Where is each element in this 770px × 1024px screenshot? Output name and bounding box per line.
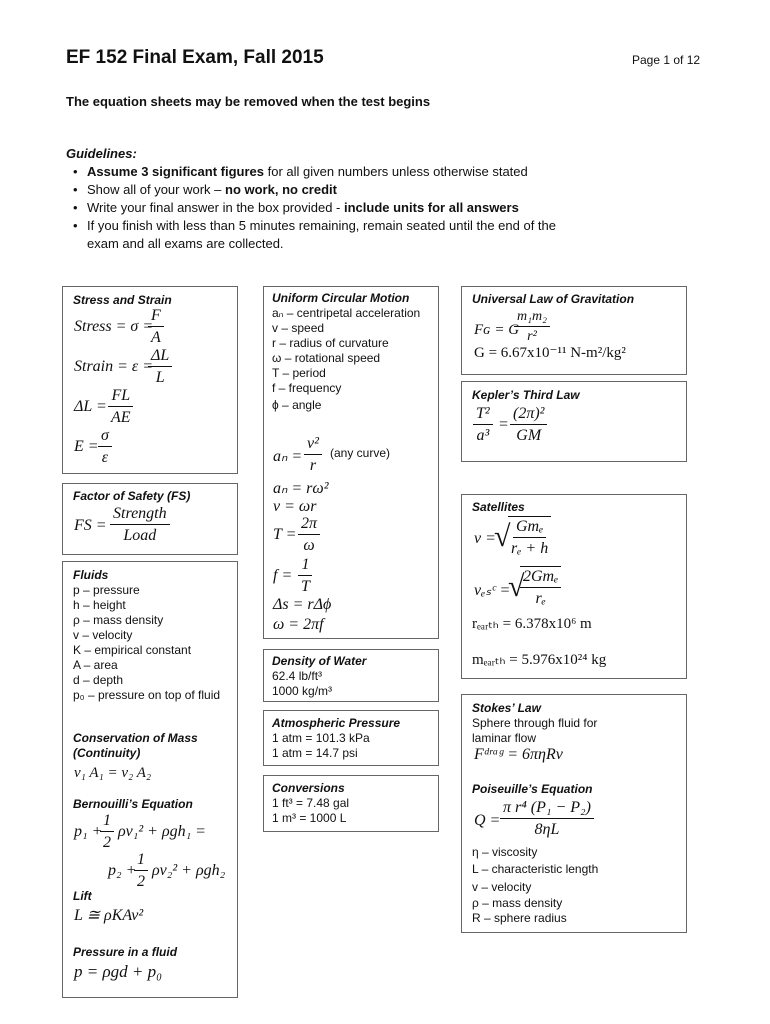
- poiseuille-var: ρ – mass density: [472, 896, 563, 910]
- guideline-item: • If you finish with less than 5 minutes remaining, remain seated until the end of the exam and all exams are collected.: [70, 217, 570, 253]
- gravitational-constant: G = 6.67x10⁻¹¹ N-m²/kg²: [474, 345, 626, 361]
- continuity-eq: v₁ A₁ = v₂ A₂: [74, 765, 152, 781]
- bernoulli-line1-b: ρv₁² + ρgh₁ =: [118, 823, 206, 840]
- kepler-rhs-fraction: $\frac{\text{(2π)²}}{GM}$: [510, 404, 547, 445]
- guideline-item: • Write your final answer in the box provided - include units for all answers: [70, 199, 570, 217]
- guideline-item: • Assume 3 significant figures for all given numbers unless otherwise stated: [70, 163, 570, 181]
- circular-var: f – frequency: [272, 381, 342, 395]
- bernoulli-half: $\frac{1}{2}$: [100, 811, 114, 852]
- any-curve-note: (any curve): [330, 446, 391, 460]
- drag-force-eq: Fᵈʳᵃᵍ = 6πηRv: [474, 746, 563, 763]
- guideline-item: • Show all of your work – no work, no credit: [70, 181, 570, 199]
- fluids-var: p₀ – pressure on top of fluid: [73, 688, 221, 702]
- fluids-title: Fluids: [73, 568, 109, 582]
- stokes-desc-2: laminar flow: [472, 731, 537, 745]
- deformation-fraction: $\frac{FL}{AE}$: [108, 386, 134, 427]
- bernoulli-title: Bernouilli’s Equation: [73, 797, 193, 811]
- escape-speed-fraction: 2Gmₑ rₑ: [520, 566, 561, 608]
- atm-kpa: 1 atm = 101.3 kPa: [272, 731, 370, 745]
- fluids-var: K – empirical constant: [73, 643, 192, 657]
- orbital-speed-fraction: Gmₑ rₑ + h: [508, 516, 551, 558]
- centripetal-omega-eq: aₙ = rω²: [273, 480, 329, 497]
- escape-speed-lhs: vₑₛᶜ =: [474, 582, 511, 599]
- atm-psi: 1 atm = 14.7 psi: [272, 746, 358, 760]
- bernoulli-half-2: $\frac{1}{2}$: [134, 850, 148, 891]
- sqrt-sign: √: [494, 520, 511, 553]
- stokes-title: Stokes’ Law: [472, 701, 541, 715]
- centripetal-fraction: $\frac{\text{v²}}{r}$: [304, 434, 322, 475]
- density-water-si: 1000 kg/m³: [272, 684, 333, 698]
- earth-radius: rₑₐᵣₜₕ = 6.378x10⁶ m: [472, 616, 592, 632]
- frequency-eq-lhs: f =: [273, 567, 293, 584]
- lift-eq: L ≅ ρKAv²: [74, 907, 144, 924]
- conversion-liters: 1 m³ = 1000 L: [272, 811, 347, 825]
- stress-eq-lhs: Stress = σ =: [74, 318, 154, 335]
- fs-fraction: Strength Load: [110, 504, 170, 545]
- modulus-fraction: $\frac{\sigma}{\varepsilon}$: [98, 426, 112, 467]
- poiseuille-title: Poiseuille’s Equation: [472, 782, 593, 796]
- bernoulli-line2-b: ρv₂² + ρgh₂: [152, 862, 226, 879]
- circular-var: ϕ – angle: [272, 398, 322, 412]
- period-fraction: $\frac{2\pi}{\omega}$: [298, 514, 320, 555]
- guidelines-list: [70, 163, 570, 253]
- stress-strain-title: Stress and Strain: [73, 293, 172, 307]
- fluids-var: v – velocity: [73, 628, 133, 642]
- bernoulli-line1-a: p₁ +: [74, 823, 103, 840]
- equation-sheet-notice: The equation sheets may be removed when the test begins: [66, 94, 431, 109]
- conversion-gallons: 1 ft³ = 7.48 gal: [272, 796, 350, 810]
- page-number: Page 1 of 12: [632, 53, 701, 67]
- conversions-title: Conversions: [272, 781, 345, 795]
- omega-freq-eq: ω = 2πf: [273, 616, 324, 633]
- kepler-title: Kepler’s Third Law: [472, 388, 580, 402]
- fluids-var: p – pressure: [73, 583, 140, 597]
- period-eq-lhs: T =: [273, 526, 297, 543]
- orbital-speed-lhs: v =: [474, 530, 496, 547]
- fs-eq-lhs: FS =: [74, 517, 107, 534]
- atm-pressure-title: Atmospheric Pressure: [272, 716, 401, 730]
- fluids-var: d – depth: [73, 673, 124, 687]
- frequency-fraction: $\frac{1}{T}$: [298, 555, 313, 596]
- gravity-force-fraction: $\frac{\text{m₁m₂}}{\text{r²}}$: [514, 308, 550, 345]
- deformation-eq-lhs: ΔL =: [74, 398, 107, 415]
- arc-length-eq: Δs = rΔϕ: [273, 596, 332, 613]
- poiseuille-fraction: $\frac{\text{π r⁴ (P₁ − P₂)}}{8\eta L}$: [500, 798, 594, 839]
- kepler-lhs-fraction: $\frac{\text{T²}}{\text{a³}}$: [473, 404, 493, 445]
- density-water-imperial: 62.4 lb/ft³: [272, 669, 323, 683]
- circular-motion-title: Uniform Circular Motion: [272, 291, 410, 305]
- fluids-var: h – height: [73, 598, 126, 612]
- circular-var: T – period: [272, 366, 326, 380]
- kepler-equals: =: [498, 416, 509, 433]
- pressure-fluid-title: Pressure in a fluid: [73, 945, 178, 959]
- bernoulli-line2-a: p₂ +: [108, 862, 137, 879]
- fluids-var: ρ – mass density: [73, 613, 164, 627]
- density-water-title: Density of Water: [272, 654, 367, 668]
- satellites-title: Satellites: [472, 500, 525, 514]
- lift-title: Lift: [73, 889, 92, 903]
- factor-of-safety-title: Factor of Safety (FS): [73, 489, 191, 503]
- poiseuille-lhs: Q =: [474, 812, 501, 829]
- exam-title: EF 152 Final Exam, Fall 2015: [66, 47, 324, 68]
- earth-mass: mₑₐᵣₜₕ = 5.976x10²⁴ kg: [472, 652, 607, 668]
- poiseuille-var: η – viscosity: [472, 845, 538, 859]
- strain-fraction: $\frac{\Delta L}{L}$: [148, 346, 172, 387]
- circular-var: ω – rotational speed: [272, 351, 381, 365]
- pressure-fluid-eq: p = ρgd + p₀: [74, 962, 163, 981]
- circular-var: r – radius of curvature: [272, 336, 389, 350]
- stress-fraction: $\frac{F}{A}$: [148, 306, 164, 347]
- modulus-eq-lhs: E =: [74, 438, 99, 455]
- gravity-force-lhs: Fɢ = G: [474, 322, 520, 338]
- gravitation-title: Universal Law of Gravitation: [472, 292, 635, 306]
- sqrt-sign: √: [508, 570, 525, 603]
- poiseuille-var: R – sphere radius: [472, 911, 567, 925]
- strain-eq-lhs: Strain = ε =: [74, 358, 154, 375]
- fluids-var: A – area: [73, 658, 118, 672]
- speed-eq: v = ωr: [273, 498, 317, 515]
- circular-var: aₙ – centripetal acceleration: [272, 306, 421, 320]
- continuity-title: Conservation of Mass: [73, 731, 198, 745]
- poiseuille-var: L – characteristic length: [472, 862, 599, 876]
- centripetal-eq-lhs: aₙ =: [273, 448, 303, 465]
- continuity-subtitle: (Continuity): [73, 746, 141, 760]
- guidelines-heading: Guidelines:: [66, 146, 137, 161]
- stokes-desc-1: Sphere through fluid for: [472, 716, 598, 730]
- circular-var: v – speed: [272, 321, 325, 335]
- poiseuille-var: v – velocity: [472, 880, 532, 894]
